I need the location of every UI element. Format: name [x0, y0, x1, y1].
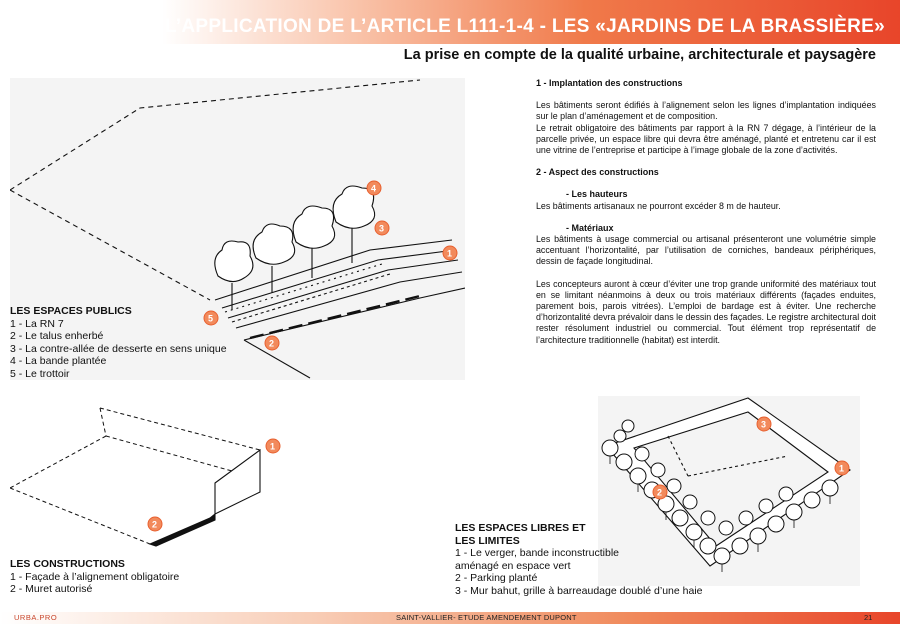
badge-3 — [757, 417, 771, 431]
footer-study-title: SAINT-VALLIER- ETUDE AMENDEMENT DUPONT — [396, 613, 577, 622]
subsection-heading: - Matériaux — [566, 222, 614, 233]
figure-constructions — [10, 388, 310, 558]
caption-item: 3 - La contre-allée de desserte en sens unique — [10, 342, 227, 355]
caption-item: 2 - Le talus enherbé — [10, 330, 104, 342]
caption-title: LES CONSTRUCTIONS — [10, 558, 125, 570]
caption-item: aménagé en espace vert — [455, 559, 571, 572]
caption-constructions — [10, 558, 179, 596]
page-subtitle: La prise en compte de la qualité urbaine, architecturale et paysagère — [403, 47, 876, 63]
badge-1 — [835, 461, 849, 475]
svg-text:3: 3 — [379, 223, 385, 234]
caption-item: 3 - Mur bahut, grille à barreaudage doublé d’une haie — [455, 584, 703, 597]
svg-text:1: 1 — [270, 441, 276, 452]
badge-2 — [265, 336, 279, 350]
subsection-heading: - Les hauteurs — [566, 189, 628, 200]
svg-text:3: 3 — [761, 419, 767, 430]
caption-item: 2 - Muret autorisé — [10, 583, 93, 595]
caption-title: LES LIMITES — [455, 534, 520, 547]
badge-4 — [367, 181, 381, 195]
paragraph: Les concepteurs auront à cœur d’éviter une trop grande uniformité des matériaux tout en se limitant néanmoins à deux ou trois matériaux différents (façades enduites, parement bois, parois vitrées). L’emploi de bardage est à éviter. Une recherche d’horizontalité devra prévaloir dans le dessin des façades. Le registre architectural doit rester résolument industriel ou commercial. Tout élément trop représentatif de l’architecture traditionnelle (habitat) est interdit. — [536, 278, 876, 345]
paragraph: Le retrait obligatoire des bâtiments par rapport à la RN 7 dégage, à l’intérieur de la parcelle privée, un espace libre qui devra être aménagé, planté et entretenu car il est une vitrine de l’entreprise et participe à l’image globale de la zone d’activités. — [536, 122, 876, 156]
caption-item: 1 - Façade à l’alignement obligatoire — [10, 570, 180, 583]
tree-icon — [333, 183, 377, 263]
page-title: L’APPLICATION DE L’ARTICLE L111-1-4 - LES «JARDINS DE LA BRASSIÈRE» — [164, 16, 885, 37]
caption-item: 5 - Le trottoir — [10, 367, 70, 380]
svg-text:1: 1 — [447, 248, 453, 259]
tree-icon — [293, 206, 335, 278]
caption-title: LES ESPACES LIBRES ET — [455, 522, 586, 534]
text-column — [536, 78, 876, 357]
svg-text:2: 2 — [657, 487, 663, 498]
svg-text:4: 4 — [371, 183, 377, 194]
caption-title: LES ESPACES PUBLICS — [10, 305, 132, 317]
svg-text:1: 1 — [839, 463, 845, 474]
building-sketch — [10, 388, 310, 558]
badge-2 — [148, 517, 162, 531]
badge-1 — [443, 246, 457, 260]
tree-icon — [215, 241, 253, 310]
tree-row — [215, 183, 377, 310]
badge-1 — [266, 439, 280, 453]
footer-brand: URBA.PRO — [14, 613, 58, 622]
caption-espaces-publics — [10, 305, 227, 380]
badge-2 — [653, 485, 667, 499]
caption-item: 4 - La bande plantée — [10, 355, 107, 367]
caption-espaces-libres — [455, 522, 703, 597]
section-heading: 1 - Implantation des constructions — [536, 78, 683, 88]
svg-text:2: 2 — [152, 519, 158, 530]
paragraph: Les bâtiments seront édifiés à l’alignement selon les lignes d’implantation indiquées sur le plan d’aménagement et de composition. — [536, 100, 876, 122]
paragraph: Les bâtiments artisanaux ne pourront excéder 8 m de hauteur. — [536, 200, 781, 211]
caption-item: 1 - Le verger, bande inconstructible — [455, 547, 620, 559]
badge-3 — [375, 221, 389, 235]
page-number: 21 — [864, 613, 873, 622]
paragraph: Les bâtiments à usage commercial ou artisanal présenteront une volumétrie simple accentuant l’horizontalité, par l’utilisation de corniches, bandeaux périphériques, dessin de façade longitudinal. — [536, 234, 876, 267]
svg-text:5: 5 — [208, 313, 214, 324]
tree-icon — [253, 224, 295, 293]
caption-item: 1 - La RN 7 — [10, 317, 64, 330]
caption-item: 2 - Parking planté — [455, 572, 538, 584]
section-heading: 2 - Aspect des constructions — [536, 167, 659, 178]
svg-text:2: 2 — [269, 338, 275, 349]
